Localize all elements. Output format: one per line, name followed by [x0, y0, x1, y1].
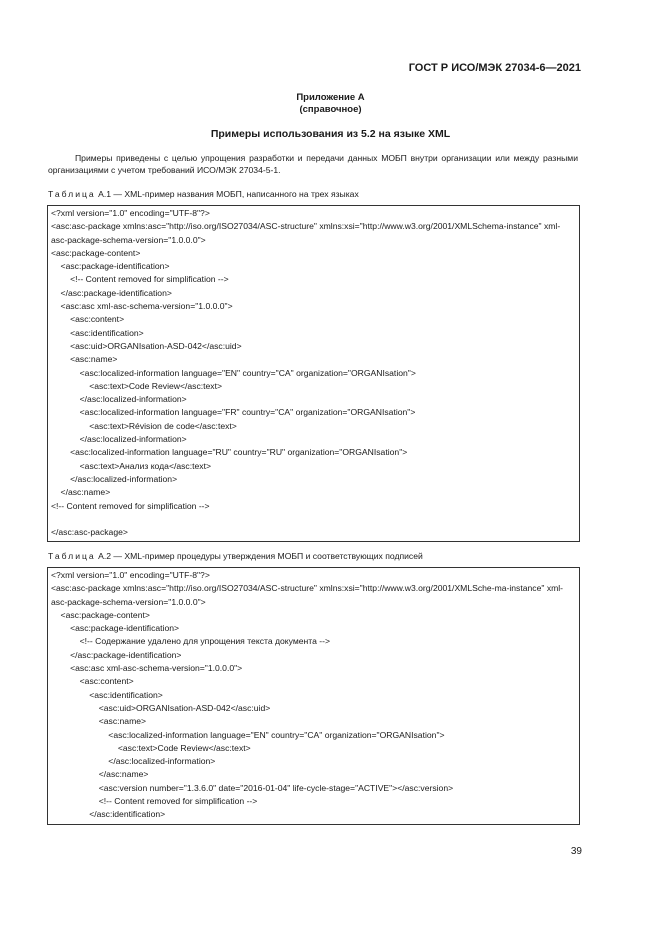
code-line: </asc:package-identification>: [51, 287, 172, 298]
code-line: <asc:localized-information language="FR" country="CA" organization="ORGANIsation">: [51, 407, 416, 418]
code-line: </asc:identification>: [51, 809, 166, 820]
code-line: <asc:version number="1.3.6.0" date="2016-01-04" life-cycle-stage="ACTIVE"></asc:version>: [51, 782, 454, 793]
table-1-caption-text: А.1 — XML-пример названия МОБП, написанного на трех языках: [95, 189, 359, 199]
code-line: <asc:asc xml-asc-schema-version="1.0.0.0">: [51, 301, 233, 312]
code-line: </asc:name>: [51, 769, 149, 780]
code-line: <asc:asc-package xmlns:asc="http://iso.org/ISO27034/ASC-structure" xmlns:xsi="http://www.w3.org/2001/XMLSche-ma-instance" xml-asc-package-schema-version="1.0.0.0">: [51, 583, 564, 607]
code-line: <asc:asc-package xmlns:asc="http://iso.org/ISO27034/ASC-structure" xmlns:xsi="http://www.w3.org/2001/XMLSchema-instance" xml-asc-package-schema-version="1.0.0.0">: [51, 221, 561, 245]
code-line: <asc:identification>: [51, 689, 163, 700]
annex-subtitle: (справочное): [299, 104, 362, 115]
code-line: <asc:text>Code Review</asc:text>: [51, 380, 222, 391]
code-line: <asc:package-content>: [51, 247, 141, 258]
annex-section-title: Примеры использования из 5.2 на языке XML: [210, 128, 451, 140]
annex-title: Приложение А: [296, 92, 365, 103]
intro-text: Примеры приведены с целью упрощения разработки и передачи данных МОБП внутри организации или между разными организациями с учетом требований ИСО/МЭК 27034-5-1.: [48, 153, 578, 175]
code-line: </asc:name>: [51, 487, 111, 498]
code-line: <asc:text>Code Review</asc:text>: [51, 742, 251, 753]
table-1-caption-prefix: Таблица: [48, 189, 96, 199]
code-line: <?xml version="1.0" encoding="UTF-8"?>: [51, 570, 210, 580]
table-1-caption: [48, 189, 359, 199]
code-line: <asc:content>: [51, 676, 134, 687]
code-line: <asc:uid>ORGANIsation-ASD-042</asc:uid>: [51, 702, 271, 713]
code-line: <asc:package-identification>: [51, 261, 170, 272]
code-line: <!-- Содержание удалено для упрощения текста документа -->: [51, 636, 331, 647]
code-line: <asc:identification>: [51, 327, 144, 338]
table-2-caption-text: А.2 — XML-пример процедуры утверждения МОБП и соответствующих подписей: [95, 551, 423, 561]
code-line: <asc:content>: [51, 314, 125, 325]
code-line: <asc:text>Анализ кода</asc:text>: [51, 460, 211, 471]
code-line: <asc:uid>ORGANIsation-ASD-042</asc:uid>: [51, 340, 242, 351]
code-line: <asc:name>: [51, 354, 118, 365]
code-line: </asc:localized-information>: [51, 756, 216, 767]
code-line: <asc:localized-information language="EN" country="CA" organization="ORGANIsation">: [51, 729, 445, 740]
page-number: 39: [570, 846, 582, 857]
code-line: </asc:package-identification>: [51, 649, 182, 660]
code-line: </asc:localized-information>: [51, 473, 178, 484]
standard-id: ГОСТ Р ИСО/МЭК 27034-6—2021: [408, 62, 581, 74]
code-line: <asc:name>: [51, 716, 147, 727]
code-line: </asc:localized-information>: [51, 434, 187, 445]
code-line: <!-- Content removed for simplification -->: [51, 274, 229, 285]
code-line: <asc:asc xml-asc-schema-version="1.0.0.0">: [51, 663, 243, 674]
code-line: <asc:localized-information language="RU" country="RU" organization="ORGANIsation">: [51, 447, 408, 458]
table-2-caption: [48, 551, 423, 561]
code-line: </asc:localized-information>: [51, 394, 187, 405]
code-line: [51, 513, 576, 526]
code-line: <asc:package-identification>: [51, 623, 180, 634]
code-line: <asc:localized-information language="EN" country="CA" organization="ORGANIsation">: [51, 367, 416, 378]
code-line: <!-- Content removed for simplification -->: [51, 796, 258, 807]
code-line: <!-- Content removed for simplification -->: [51, 500, 210, 511]
code-line: <asc:text>Révision de code</asc:text>: [51, 420, 237, 431]
annex-heading: [0, 92, 661, 116]
table-2-code-box: [47, 567, 580, 825]
intro-paragraph: [48, 152, 578, 176]
table-2-caption-prefix: Таблица: [48, 551, 96, 561]
table-1-code-box: [47, 205, 580, 542]
code-line: <asc:package-content>: [51, 609, 150, 620]
code-line: </asc:asc-package>: [51, 527, 128, 538]
code-line: <?xml version="1.0" encoding="UTF-8"?>: [51, 208, 210, 218]
